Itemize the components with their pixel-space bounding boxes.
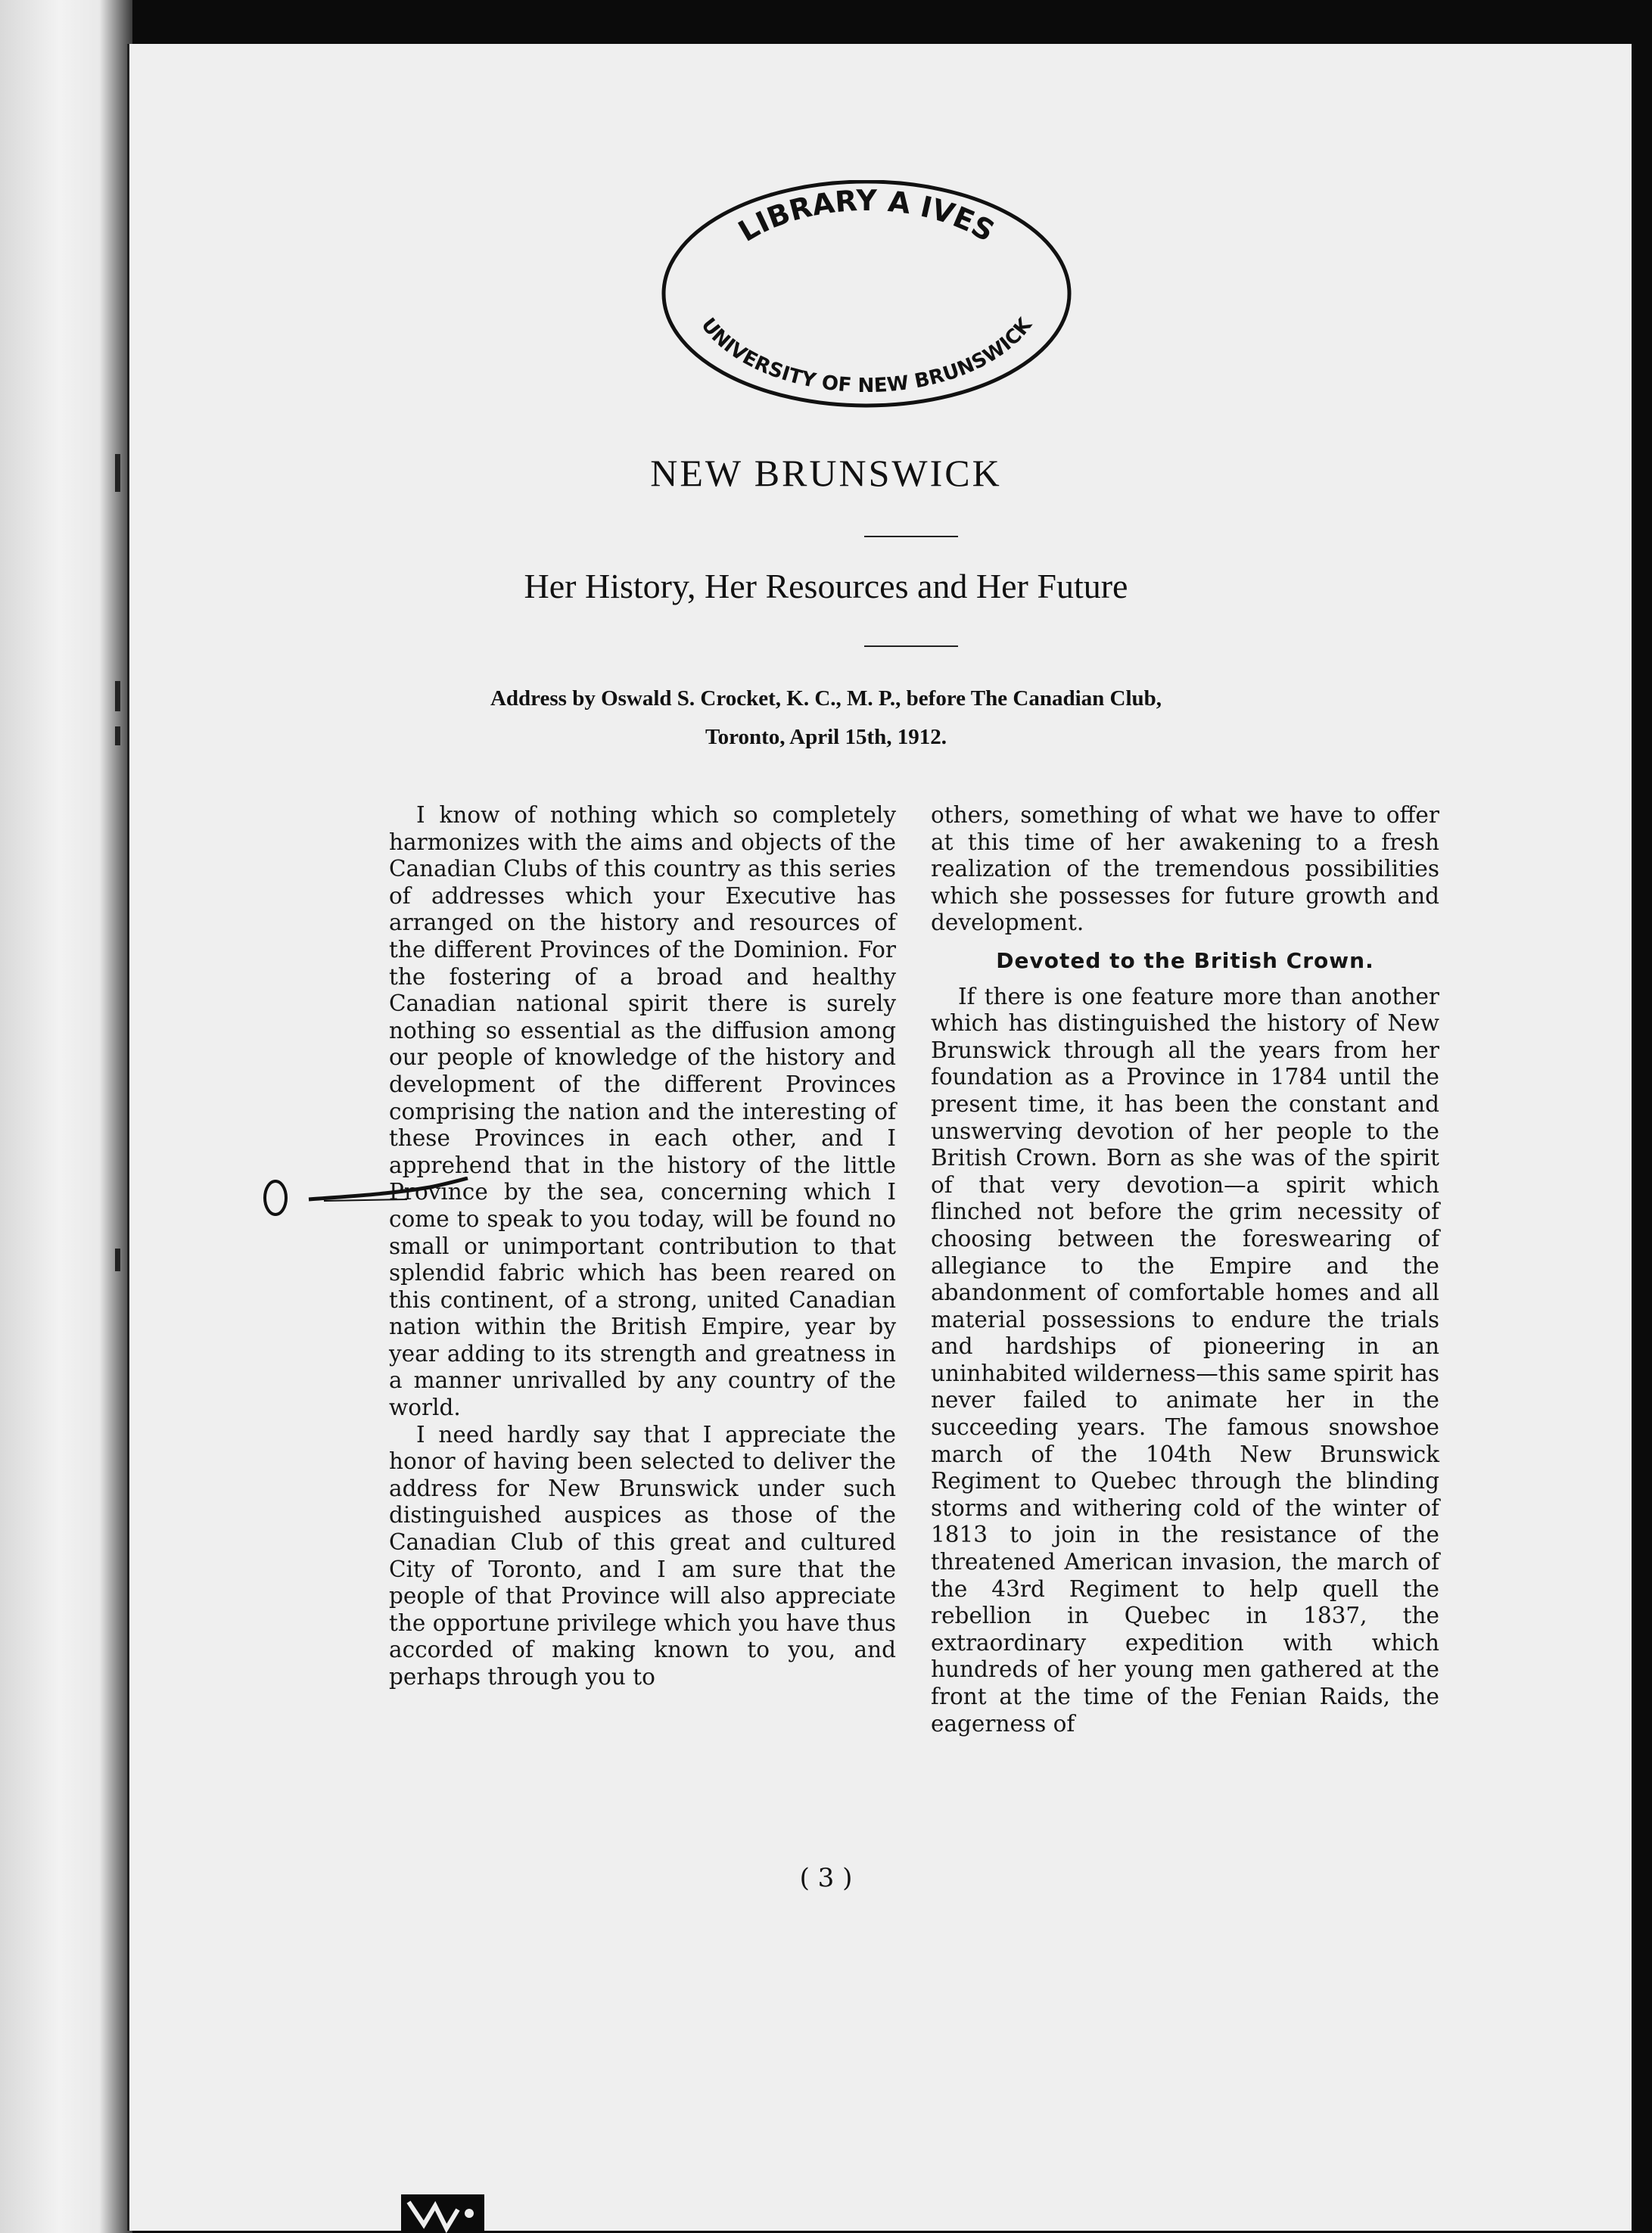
title-divider: [864, 536, 958, 537]
stamp-bottom-text: UNIVERSITY OF NEW BRUNSWICK: [696, 313, 1037, 398]
left-paragraph-1: I know of nothing which so completely harmonizes with the aims and objects of the Canadian Clubs of this country as this series of addresses which your Executive has arranged on the history and resources of the different Provinces of the Dominion. For the fostering of a broad and healthy Canadian national spirit there is surely nothing so essential as the diffusion among our people of knowledge of the history and development of the different Provinces comprising the nation and the interesting of these Provinces in each other, and I apprehend that in the history of the little Province by the sea, concerning which I come to speak to you today, will be found no small or unimportant contribution to that splendid fabric which has been reared on this continent, of a strong, united Canadian nation within the British Empire, year by year adding to its strength and greatness in a manner unrivalled by any country of the world.: [389, 802, 896, 1421]
section-heading: Devoted to the British Crown.: [996, 947, 1374, 973]
right-column: [931, 802, 1439, 1737]
address-byline: [0, 680, 1652, 757]
library-stamp: [658, 180, 1075, 415]
page-subtitle: Her History, Her Resources and Her Future: [524, 567, 1128, 605]
bottom-edge-marks: [401, 2194, 484, 2233]
address-line-2: Toronto, April 15th, 1912.: [705, 725, 947, 749]
page-title: NEW BRUNSWICK: [650, 452, 1002, 494]
library-stamp-graphic: [658, 180, 1075, 415]
left-paragraph-2: I need hardly say that I appreciate the honor of having been selected to deliver the address for New Brunswick under such distinguished auspices as those of the Canadian Club of this great and cultured City of Toronto, and I am sure that the people of that Province will also appreciate the opportune privilege which you have thus accorded of making known to you, and perhaps through you to: [389, 1421, 896, 1690]
stamp-top-text: LIBRARY A IVES: [733, 184, 1000, 249]
left-column: [389, 802, 896, 1691]
page-number: ( 3 ): [799, 1863, 853, 1893]
right-paragraph-1: others, something of what we have to offer at this time of her awakening to a fresh realization of the tremendous possibilities which she possesses for future growth and development.: [931, 802, 1439, 936]
subtitle-divider: [864, 645, 958, 647]
handwritten-margin-mark: [256, 1177, 475, 1222]
address-line-1: Address by Oswald S. Crocket, K. C., M. P., before The Canadian Club,: [490, 686, 1162, 711]
right-paragraph-2: If there is one feature more than another which has distinguished the history of New Brunswick through all the years from her foundation as a Province in 1784 until the present time, it has been the constant and unswerving devotion of her people to the British Crown. Born as she was of the spirit of that very devotion—a spirit which flinched not before the grim necessity of choosing between the foreswearing of allegiance to the Empire and the abandonment of comfortable homes and all material possessions to endure the trials and hardships of pioneering in an uninhabited wilderness—this same spirit has never failed to animate her in the succeeding years. The famous snowshoe march of the 104th New Brunswick Regiment to Quebec through the blinding storms and withering cold of the winter of 1813 to join in the resistance of the threatened American invasion, the march of the 43rd Regiment to help quell the rebellion in Quebec in 1837, the extraordinary expedition with which hundreds of her young men gathered at the front at the time of the Fenian Raids, the eagerness of: [931, 983, 1440, 1737]
